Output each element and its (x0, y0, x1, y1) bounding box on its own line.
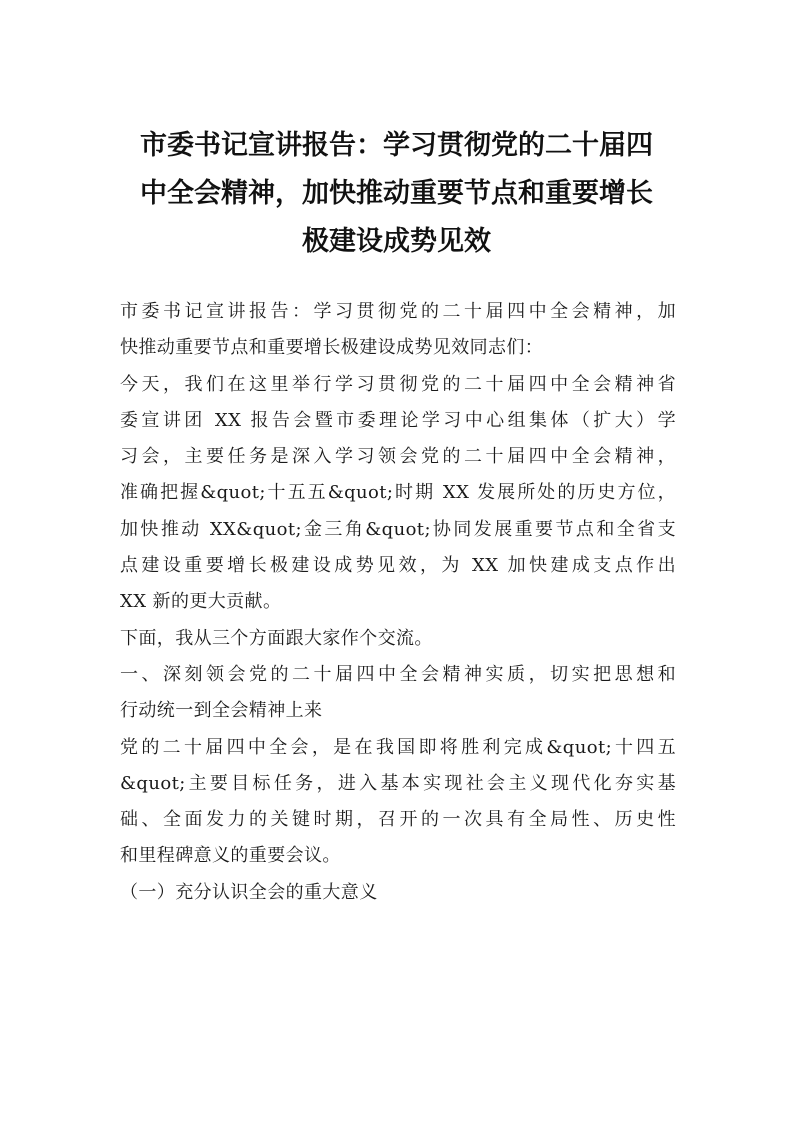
body-line: 市委书记宣讲报告：学习贯彻党的二十届四中全会精神，加 (120, 301, 676, 322)
title-line: 市委书记宣讲报告：学习贯彻党的二十届四 (140, 130, 653, 161)
body-line: 委宣讲团 XX 报告会暨市委理论学习中心组集体（扩大）学 (120, 409, 676, 431)
body-line: 加快推动 XX&quot;金三角&quot;协同发展重要节点和全省支 (120, 518, 676, 540)
body-line: 础、全面发力的关键时期，召开的一次具有全局性、历史性 (120, 809, 676, 831)
document-body (120, 294, 676, 911)
body-line: XX 新的更大贡献。 (120, 591, 282, 613)
body-line: 点建设重要增长极建设成势见效，为 XX 加快建成支点作出 (120, 555, 676, 577)
section-heading-cont: 行动统一到全会精神上来 (120, 700, 323, 722)
title-line: 极建设成势见效 (302, 226, 491, 257)
document-title (110, 122, 683, 266)
body-line: 下面，我从三个方面跟大家作个交流。 (120, 627, 433, 649)
body-line: 习会，主要任务是深入学习领会党的二十届四中全会精神， (120, 446, 676, 468)
body-line: 今天，我们在这里举行学习贯彻党的二十届四中全会精神省 (120, 373, 676, 395)
body-line: &quot;主要目标任务，进入基本实现社会主义现代化夯实基 (120, 772, 676, 794)
subsection-heading: （一）充分认识全会的重大意义 (120, 881, 378, 903)
body-line: 快推动重要节点和重要增长极建设成势见效同志们： (120, 337, 544, 359)
body-line: 准确把握&quot;十五五&quot;时期 XX 发展所处的历史方位， (120, 482, 676, 504)
title-line: 中全会精神，加快推动重要节点和重要增长 (140, 178, 653, 209)
body-line: 党的二十届四中全会，是在我国即将胜利完成&quot;十四五 (120, 736, 676, 758)
body-line: 和里程碑意义的重要会议。 (120, 845, 341, 867)
section-heading: 一、深刻领会党的二十届四中全会精神实质，切实把思想和 (120, 663, 676, 685)
